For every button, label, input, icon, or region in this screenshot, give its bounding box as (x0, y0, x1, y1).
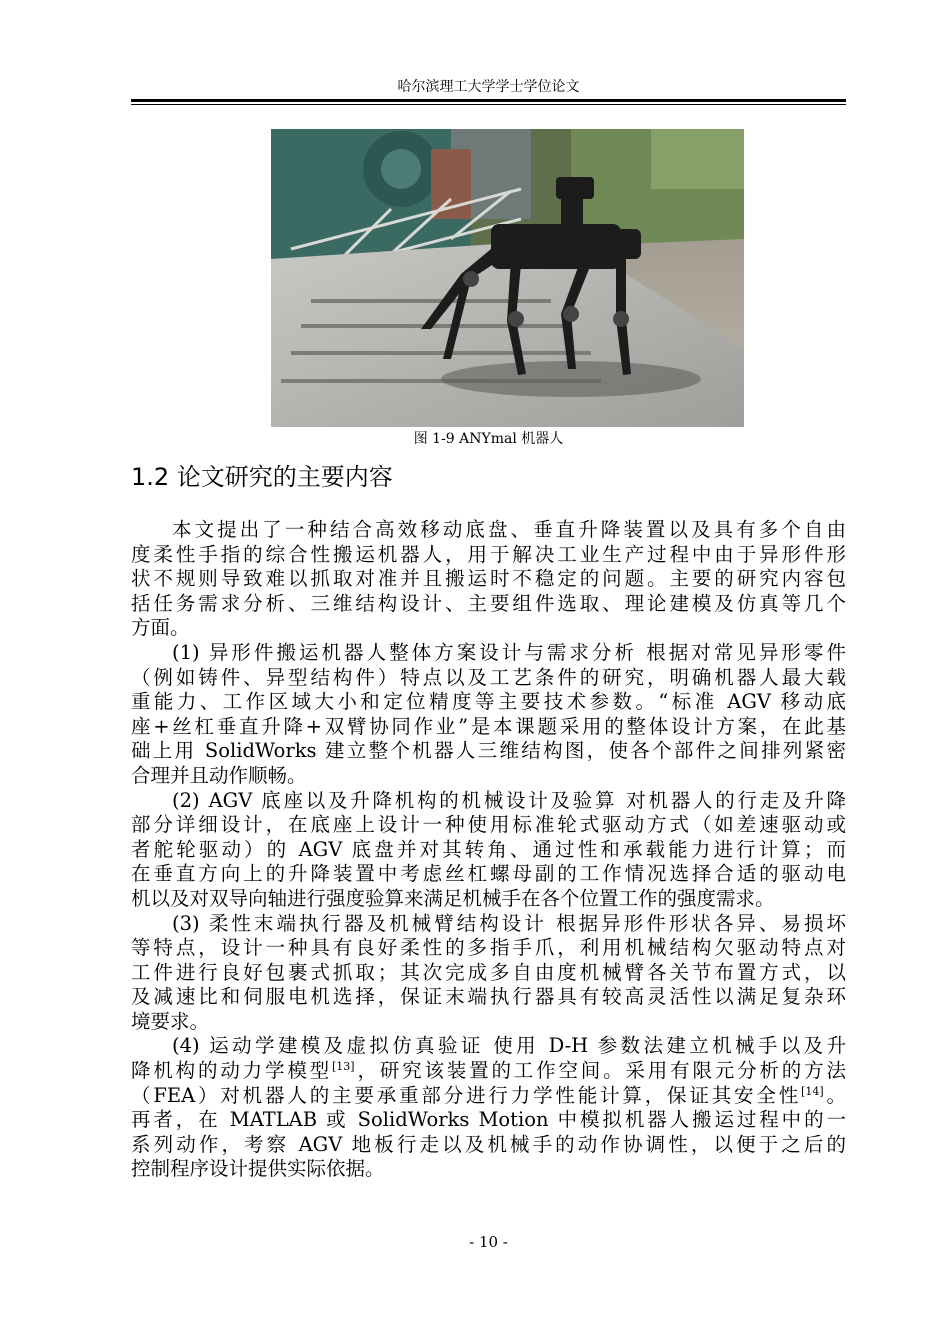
text-line: 在垂直方向上的升降装置中考虑丝杠螺母副的工作情况选择合适的驱动电 (131, 862, 846, 886)
text-line: 状不规则导致难以抓取对准并且搬运时不稳定的问题。主要的研究内容包 (131, 567, 846, 591)
text-line: 机以及对双导向轴进行强度验算来满足机械手在各个位置工作的强度需求。 (131, 886, 775, 910)
text-line: 系列动作，考察 AGV 地板行走以及机械手的动作协调性，以便于之后的 (131, 1132, 846, 1156)
text-line: 控制程序设计提供实际依据。 (131, 1157, 385, 1181)
text-line: 重能力、工作区域大小和定位精度等主要技术参数。“标准 AGV 移动底 (131, 690, 846, 714)
text-line: 础上用 SolidWorks 建立整个机器人三维结构图，使各个部件之间排列紧密 (131, 739, 846, 763)
running-header: 哈尔滨理工大学学士学位论文 (397, 79, 580, 95)
text-line: (2) AGV 底座以及升降机构的机械设计及验算 对机器人的行走及升降 (172, 788, 846, 812)
text-line: 部分详细设计，在底座上设计一种使用标准轮式驱动方式（如差速驱动或 (131, 813, 846, 837)
text-line: 者舵轮驱动）的 AGV 底盘并对其转角、通过性和承载能力进行计算；而 (131, 837, 846, 861)
text-line (131, 1084, 846, 1109)
page-number: - 10 - (469, 1233, 508, 1251)
text-line: 等特点，设计一种具有良好柔性的多指手爪，利用机械结构欠驱动特点对 (131, 936, 846, 960)
figure-anymal-robot-photo (271, 129, 744, 427)
text-line: 境要求。 (131, 1009, 210, 1033)
text-line: 方面。 (131, 616, 190, 640)
text-segment: 降机构的动力学模型 (131, 1059, 333, 1083)
header-rule-thin (131, 104, 846, 105)
text-line: (1) 异形件搬运机器人整体方案设计与需求分析 根据对常见异形零件 (172, 640, 846, 664)
text-segment: （FEA）对机器人的主要承重部分进行力学性能计算，保证其安全性 (131, 1083, 802, 1107)
text-line: 本文提出了一种结合高效移动底盘、垂直升降装置以及具有多个自由 (172, 518, 846, 541)
text-line: (3) 柔性末端执行器及机械臂结构设计 根据异形件形状各异、易损坏 (172, 911, 846, 935)
header-rule-thick (131, 99, 846, 102)
text-line: 及减速比和伺服电机选择，保证末端执行器具有较高灵活性以满足复杂环 (131, 985, 846, 1009)
text-line: (4) 运动学建模及虚拟仿真验证 使用 D-H 参数法建立机械手以及升 (172, 1034, 846, 1058)
citation-13: [13] (332, 1060, 355, 1074)
text-line: 座+丝杠垂直升降+双臂协同作业”是本课题采用的整体设计方案，在此基 (131, 714, 846, 738)
text-line: 工件进行良好包裹式抓取；其次完成多自由度机械臂各关节布置方式，以 (131, 960, 846, 984)
text-line: 再者，在 MATLAB 或 SolidWorks Motion 中模拟机器人搬运过程中的一 (131, 1108, 846, 1132)
text-segment: ，研究该装置的工作空间。采用有限元分析的方法 (354, 1059, 846, 1083)
figure-caption: 图 1-9 ANYmal 机器人 (413, 431, 564, 447)
citation-14: [14] (801, 1084, 824, 1098)
text-line: 合理并且动作顺畅。 (131, 763, 307, 787)
body-text (131, 518, 846, 1182)
section-heading: 1.2 论文研究的主要内容 (131, 463, 393, 491)
text-line: （例如铸件、异型结构件）特点以及工艺条件的研究，明确机器人最大载 (131, 665, 846, 689)
text-line: 括任务需求分析、三维结构设计、主要组件选取、理论建模及仿真等几个 (131, 591, 846, 615)
text-line: 度柔性手指的综合性搬运机器人，用于解决工业生产过程中由于异形件形 (131, 542, 846, 566)
text-segment: 。 (823, 1083, 846, 1107)
text-line (131, 1059, 846, 1084)
